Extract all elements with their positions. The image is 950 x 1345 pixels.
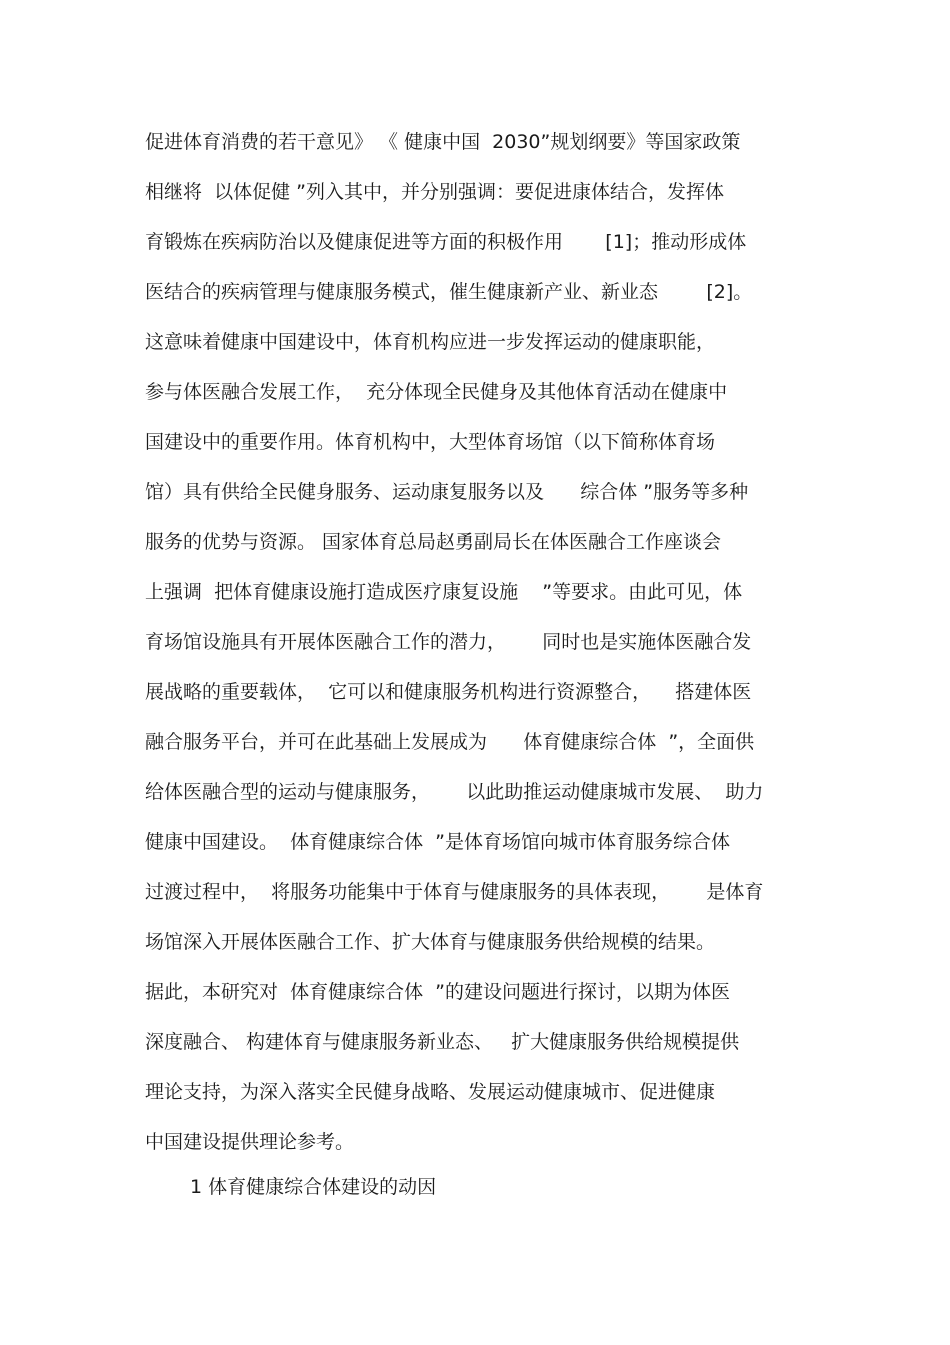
text-line: 展战略的重要载体， 它可以和健康服务机构进行资源整合， 搭建体医 <box>145 681 752 703</box>
text-line: 参与体医融合发展工作， 充分体现全民健身及其他体育活动在健康中 <box>145 381 728 403</box>
text-line: 深度融合、 构建体育与健康服务新业态、 扩大健康服务供给规模提供 <box>145 1031 740 1053</box>
text-line: 育场馆设施具有开展体医融合工作的潜力， 同时也是实施体医融合发 <box>145 631 752 653</box>
body-paragraph <box>145 120 825 1170</box>
text-line: 馆）具有供给全民健身服务、运动康复服务以及 综合体 ”服务等多种 <box>145 481 749 503</box>
text-line: 场馆深入开展体医融合工作、扩大体育与健康服务供给规模的结果。 <box>145 931 716 953</box>
text-line: 国建设中的重要作用。体育机构中，大型体育场馆（以下简称体育场 <box>145 431 716 453</box>
text-line: 过渡过程中， 将服务功能集中于体育与健康服务的具体表现， 是体育 <box>145 881 764 903</box>
text-line: 给体医融合型的运动与健康服务， 以此助推运动健康城市发展、 助力 <box>145 781 764 803</box>
text-line: 理论支持，为深入落实全民健身战略、发展运动健康城市、促进健康 <box>145 1081 716 1103</box>
text-line: 融合服务平台，并可在此基础上发展成为 体育健康综合体 ”，全面供 <box>145 731 755 753</box>
text-line: 相继将 以体促健 ”列入其中，并分别强调：要促进康体结合，发挥体 <box>145 181 724 203</box>
text-line: 健康中国建设。 体育健康综合体 ”是体育场馆向城市体育服务综合体 <box>145 831 731 853</box>
text-line: 育锻炼在疾病防治以及健康促进等方面的积极作用 [1]；推动形成体 <box>145 231 747 253</box>
text-line: 服务的优势与资源。 国家体育总局赵勇副局长在体医融合工作座谈会 <box>145 531 722 553</box>
text-line: 这意味着健康中国建设中，体育机构应进一步发挥运动的健康职能， <box>145 331 716 353</box>
text-line: 医结合的疾病管理与健康服务模式，催生健康新产业、新业态 [2]。 <box>145 281 753 303</box>
text-line: 上强调 把体育健康设施打造成医疗康复设施 ”等要求。由此可见，体 <box>145 581 743 603</box>
text-line: 促进体育消费的若干意见》 《 健康中国 2030”规划纲要》等国家政策 <box>145 131 741 153</box>
section-heading: 1 体育健康综合体建设的动因 <box>190 1176 437 1198</box>
text-line: 据此，本研究对 体育健康综合体 ”的建设问题进行探讨，以期为体医 <box>145 981 731 1003</box>
text-line: 中国建设提供理论参考。 <box>145 1131 355 1153</box>
